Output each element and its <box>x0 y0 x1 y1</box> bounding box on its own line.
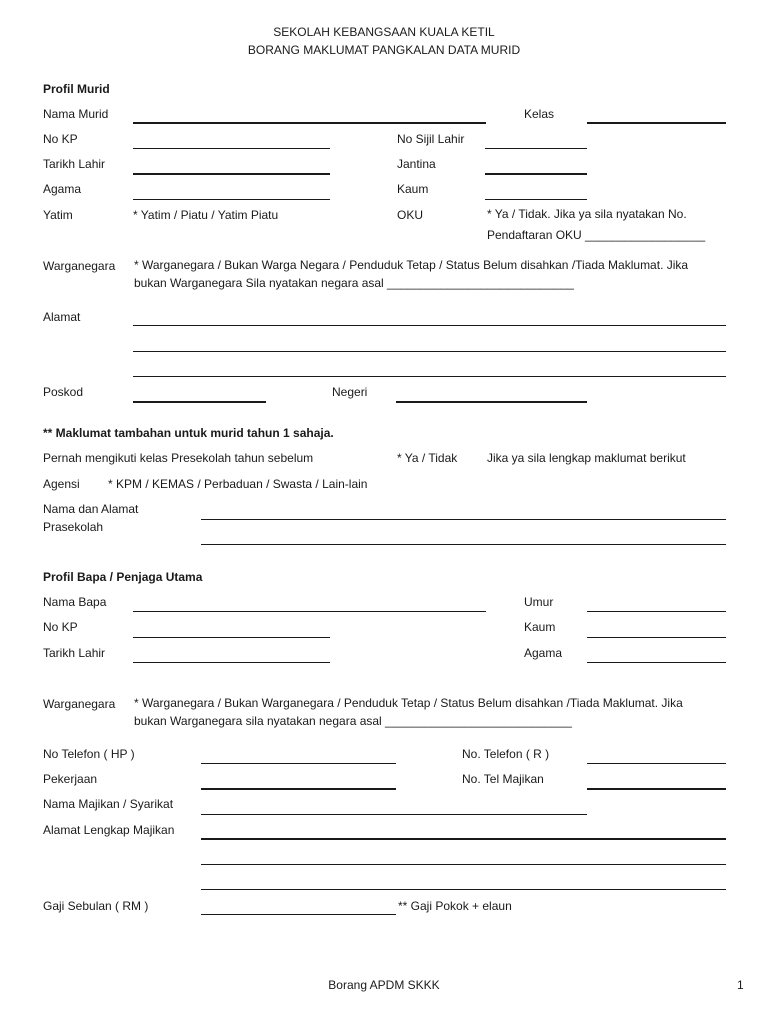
label-no-kp-bapa: No KP <box>43 620 78 634</box>
field-umur[interactable] <box>587 611 726 612</box>
field-poskod[interactable] <box>133 401 266 403</box>
field-tarikh-lahir[interactable] <box>133 173 330 175</box>
field-pekerjaan[interactable] <box>201 788 396 790</box>
field-kaum[interactable] <box>485 199 587 200</box>
label-pekerjaan: Pekerjaan <box>43 772 98 786</box>
school-name: SEKOLAH KEBANGSAAN KUALA KETIL <box>273 25 495 39</box>
field-alamat-line-1[interactable] <box>133 325 726 326</box>
field-telefon-hp[interactable] <box>201 763 396 764</box>
label-no-sijil-lahir: No Sijil Lahir <box>397 132 465 146</box>
negara-asal-murid[interactable]: bukan Warganegara Sila nyatakan negara asal ____________________________ <box>134 276 574 290</box>
field-kelas[interactable] <box>587 122 726 124</box>
label-nama-murid: Nama Murid <box>43 107 109 121</box>
label-kelas: Kelas <box>524 107 555 121</box>
field-tarikh-lahir-bapa[interactable] <box>133 662 330 663</box>
label-kaum: Kaum <box>397 182 429 196</box>
label-yatim: Yatim <box>43 208 73 222</box>
field-negeri[interactable] <box>396 401 587 403</box>
label-tarikh-lahir-bapa: Tarikh Lahir <box>43 646 106 660</box>
label-no-kp: No KP <box>43 132 78 146</box>
label-tel-majikan: No. Tel Majikan <box>462 772 544 786</box>
label-telefon-hp: No Telefon ( HP ) <box>43 747 135 761</box>
label-warganegara-murid: Warganegara <box>43 259 116 273</box>
field-alamat-majikan-line-3[interactable] <box>201 889 726 890</box>
field-alamat-majikan-line-2[interactable] <box>201 864 726 865</box>
field-no-kp[interactable] <box>133 148 330 149</box>
field-nama-majikan[interactable] <box>201 814 587 815</box>
label-agama: Agama <box>43 182 82 196</box>
gaji-note: ** Gaji Pokok + elaun <box>398 899 512 913</box>
field-nama-murid[interactable] <box>133 122 486 124</box>
field-alamat-line-2[interactable] <box>133 351 726 352</box>
field-gaji[interactable] <box>201 914 396 915</box>
label-prasekolah: Pernah mengikuti kelas Presekolah tahun sebelum <box>43 451 314 465</box>
field-agama-bapa[interactable] <box>587 662 726 663</box>
label-negeri: Negeri <box>332 385 368 399</box>
field-jantina[interactable] <box>485 173 587 175</box>
oku-registration[interactable]: Pendaftaran OKU __________________ <box>487 228 706 242</box>
prasekolah-note: Jika ya sila lengkap maklumat berikut <box>487 451 686 465</box>
label-poskod: Poskod <box>43 385 84 399</box>
field-tel-majikan[interactable] <box>587 788 726 790</box>
yatim-options[interactable]: * Yatim / Piatu / Yatim Piatu <box>133 208 279 222</box>
label-oku: OKU <box>397 208 424 222</box>
label-telefon-r: No. Telefon ( R ) <box>462 747 550 761</box>
label-alamat: Alamat <box>43 310 81 324</box>
field-telefon-r[interactable] <box>587 763 726 764</box>
field-no-sijil-lahir[interactable] <box>485 148 587 149</box>
label-umur: Umur <box>524 595 554 609</box>
page-number: 1 <box>737 978 744 992</box>
label-kaum-bapa: Kaum <box>524 620 556 634</box>
agensi-options[interactable]: * KPM / KEMAS / Perbaduan / Swasta / Lain-lain <box>108 477 368 491</box>
footer-doc-name: Borang APDM SKKK <box>328 978 440 992</box>
label-alamat-majikan: Alamat Lengkap Majikan <box>43 823 175 837</box>
label-warganegara-bapa: Warganegara <box>43 697 116 711</box>
field-no-kp-bapa[interactable] <box>133 637 330 638</box>
field-agama[interactable] <box>133 199 330 200</box>
oku-options[interactable]: * Ya / Tidak. Jika ya sila nyatakan No. <box>487 207 687 221</box>
field-kaum-bapa[interactable] <box>587 637 726 638</box>
label-agensi: Agensi <box>43 477 80 491</box>
field-nama-bapa[interactable] <box>133 611 486 612</box>
label-tarikh-lahir: Tarikh Lahir <box>43 157 106 171</box>
label-nama-bapa: Nama Bapa <box>43 595 107 609</box>
label-nama-majikan: Nama Majikan / Syarikat <box>43 797 174 811</box>
field-alamat-line-3[interactable] <box>133 376 726 377</box>
label-nama-alamat-prasekolah: Nama dan Alamat <box>43 502 139 516</box>
label-agama-bapa: Agama <box>524 646 563 660</box>
warganegara-options-bapa[interactable]: * Warganegara / Bukan Warganegara / Penduduk Tetap / Status Belum disahkan /Tiada Maklumat. Jika <box>134 696 683 710</box>
field-prasekolah-line-2[interactable] <box>201 544 726 545</box>
section-heading-murid: Profil Murid <box>43 82 110 96</box>
label-jantina: Jantina <box>397 157 436 171</box>
label-prasekolah-2: Prasekolah <box>43 520 104 534</box>
warganegara-options-murid[interactable]: * Warganegara / Bukan Warga Negara / Penduduk Tetap / Status Belum disahkan /Tiada Maklumat. Jika <box>134 258 689 272</box>
section-heading-bapa: Profil Bapa / Penjaga Utama <box>43 570 203 584</box>
field-prasekolah-line-1[interactable] <box>201 519 726 520</box>
field-alamat-majikan-line-1[interactable] <box>201 838 726 840</box>
label-gaji: Gaji Sebulan ( RM ) <box>43 899 149 913</box>
negara-asal-bapa[interactable]: bukan Warganegara sila nyatakan negara asal ____________________________ <box>134 714 572 728</box>
form-title: BORANG MAKLUMAT PANGKALAN DATA MURID <box>247 43 521 57</box>
prasekolah-ya-tidak[interactable]: * Ya / Tidak <box>397 451 458 465</box>
section-heading-tambahan: ** Maklumat tambahan untuk murid tahun 1 sahaja. <box>43 426 334 440</box>
